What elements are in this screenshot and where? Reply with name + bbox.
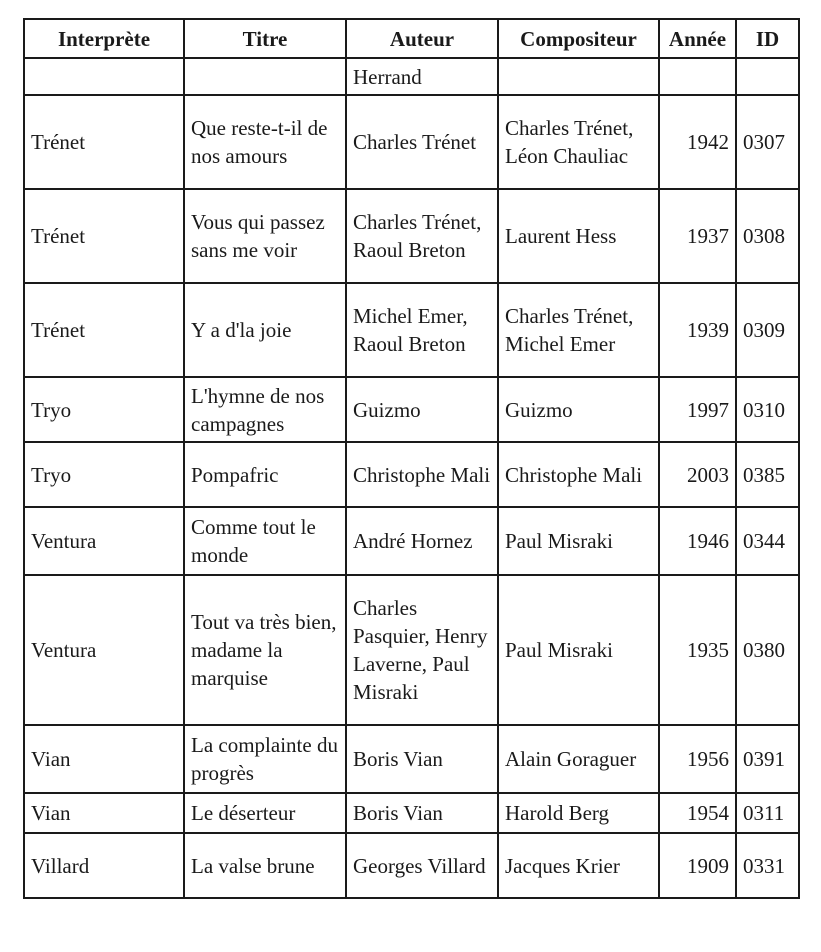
cell-interprete: Trénet	[24, 189, 184, 283]
cell-interprete: Trénet	[24, 95, 184, 189]
cell-interprete: Villard	[24, 833, 184, 898]
cell-interprete: Tryo	[24, 377, 184, 442]
cell-titre: Tout va très bien, madame la marquise	[184, 575, 346, 725]
header-titre: Titre	[184, 19, 346, 58]
table-row	[24, 833, 799, 898]
cell-interprete	[24, 58, 184, 95]
cell-compositeur: Paul Misraki	[498, 575, 659, 725]
cell-id: 0344	[736, 507, 799, 575]
cell-annee: 1909	[659, 833, 736, 898]
header-auteur: Auteur	[346, 19, 498, 58]
cell-auteur: Charles Pasquier, Henry Laverne, Paul Misraki	[346, 575, 498, 725]
cell-compositeur: Jacques Krier	[498, 833, 659, 898]
cell-id: 0380	[736, 575, 799, 725]
cell-id: 0385	[736, 442, 799, 507]
header-annee: Année	[659, 19, 736, 58]
cell-annee: 1954	[659, 793, 736, 833]
cell-id	[736, 58, 799, 95]
cell-annee: 1939	[659, 283, 736, 377]
songs-table	[23, 18, 800, 899]
cell-annee: 1997	[659, 377, 736, 442]
cell-compositeur: Christophe Mali	[498, 442, 659, 507]
cell-annee: 1956	[659, 725, 736, 793]
cell-id: 0310	[736, 377, 799, 442]
cell-id: 0331	[736, 833, 799, 898]
cell-compositeur	[498, 58, 659, 95]
cell-auteur: Michel Emer, Raoul Breton	[346, 283, 498, 377]
cell-compositeur: Alain Goraguer	[498, 725, 659, 793]
cell-annee: 1942	[659, 95, 736, 189]
cell-titre: Que reste-t-il de nos amours	[184, 95, 346, 189]
table-row	[24, 507, 799, 575]
cell-titre	[184, 58, 346, 95]
cell-interprete: Tryo	[24, 442, 184, 507]
table-row	[24, 793, 799, 833]
cell-interprete: Vian	[24, 793, 184, 833]
table-row	[24, 58, 799, 95]
cell-auteur: Boris Vian	[346, 725, 498, 793]
cell-id: 0309	[736, 283, 799, 377]
cell-auteur: Charles Trénet, Raoul Breton	[346, 189, 498, 283]
cell-interprete: Trénet	[24, 283, 184, 377]
cell-interprete: Vian	[24, 725, 184, 793]
header-id: ID	[736, 19, 799, 58]
cell-titre: Comme tout le monde	[184, 507, 346, 575]
cell-compositeur: Charles Trénet, Léon Chauliac	[498, 95, 659, 189]
cell-compositeur: Laurent Hess	[498, 189, 659, 283]
header-compositeur: Compositeur	[498, 19, 659, 58]
cell-auteur: Georges Villard	[346, 833, 498, 898]
cell-compositeur: Paul Misraki	[498, 507, 659, 575]
table-row	[24, 377, 799, 442]
cell-annee: 1935	[659, 575, 736, 725]
cell-auteur: Boris Vian	[346, 793, 498, 833]
cell-compositeur: Harold Berg	[498, 793, 659, 833]
table-row	[24, 442, 799, 507]
cell-titre: Pompafric	[184, 442, 346, 507]
cell-auteur: André Hornez	[346, 507, 498, 575]
cell-compositeur: Charles Trénet, Michel Emer	[498, 283, 659, 377]
cell-id: 0391	[736, 725, 799, 793]
table-row	[24, 575, 799, 725]
table-row	[24, 283, 799, 377]
cell-titre: L'hymne de nos campagnes	[184, 377, 346, 442]
cell-id: 0308	[736, 189, 799, 283]
cell-auteur: Guizmo	[346, 377, 498, 442]
cell-titre: Vous qui passez sans me voir	[184, 189, 346, 283]
cell-titre: La valse brune	[184, 833, 346, 898]
cell-titre: Le déserteur	[184, 793, 346, 833]
cell-compositeur: Guizmo	[498, 377, 659, 442]
header-interprete: Interprète	[24, 19, 184, 58]
cell-auteur: Herrand	[346, 58, 498, 95]
cell-titre: Y a d'la joie	[184, 283, 346, 377]
cell-id: 0307	[736, 95, 799, 189]
cell-annee: 2003	[659, 442, 736, 507]
cell-interprete: Ventura	[24, 507, 184, 575]
header-row	[24, 19, 799, 58]
cell-annee	[659, 58, 736, 95]
table-row	[24, 725, 799, 793]
cell-annee: 1937	[659, 189, 736, 283]
table-row	[24, 189, 799, 283]
cell-titre: La complainte du progrès	[184, 725, 346, 793]
cell-id: 0311	[736, 793, 799, 833]
table-row	[24, 95, 799, 189]
cell-auteur: Christophe Mali	[346, 442, 498, 507]
cell-annee: 1946	[659, 507, 736, 575]
cell-interprete: Ventura	[24, 575, 184, 725]
cell-auteur: Charles Trénet	[346, 95, 498, 189]
